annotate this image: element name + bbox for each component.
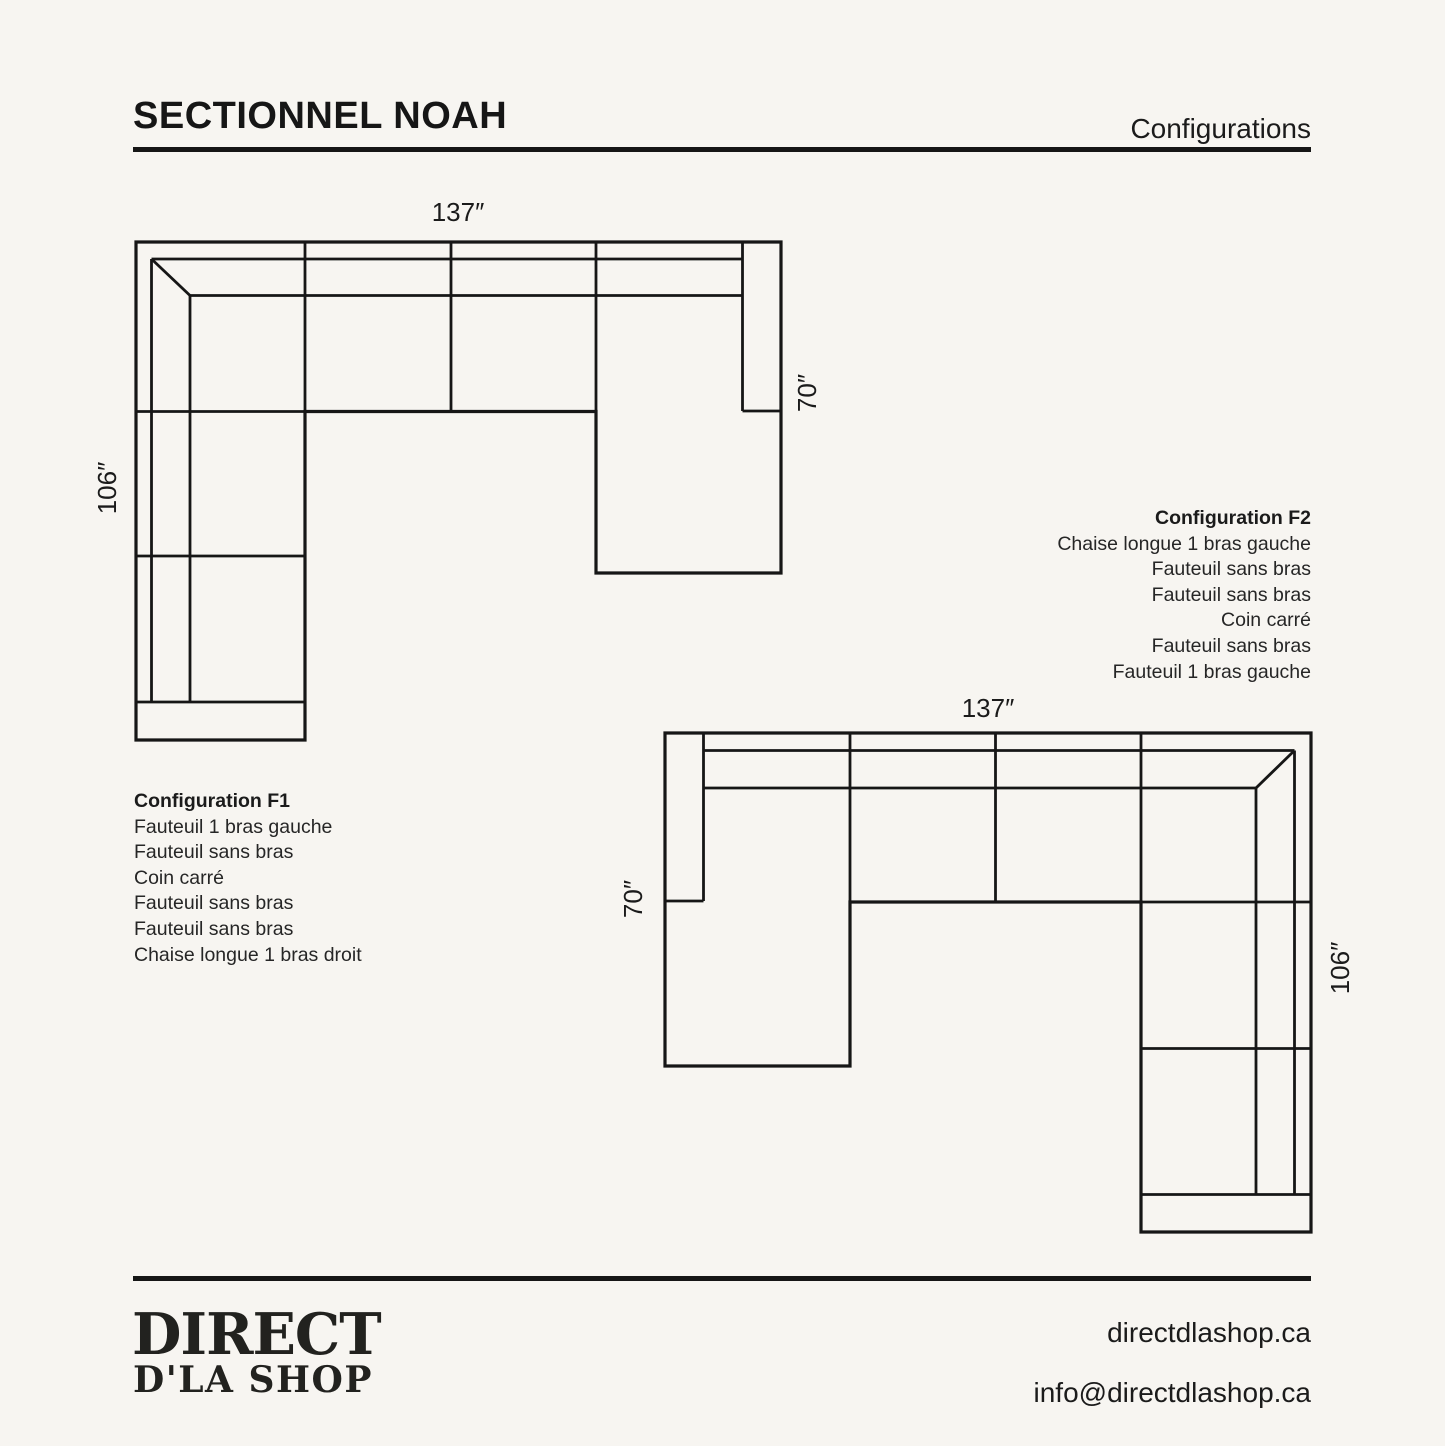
- config-f1-item: Fauteuil sans bras: [134, 841, 294, 864]
- config-f2-list: [1057, 506, 1311, 685]
- f1-side-dimension: 106″: [92, 461, 122, 515]
- brand-logo-line2: D'LA SHOP: [133, 1359, 373, 1401]
- f1-arm-dimension: 70″: [792, 373, 822, 413]
- config-f1-title: Configuration F1: [134, 790, 290, 812]
- f1-outer-boundary: [136, 242, 781, 740]
- config-f1-item: Chaise longue 1 bras droit: [134, 943, 362, 966]
- config-f2-item: Chaise longue 1 bras gauche: [1057, 532, 1311, 555]
- contact-email: info@directdlashop.ca: [1033, 1377, 1311, 1408]
- config-f2-title: Configuration F2: [1155, 507, 1311, 529]
- f1-corner-miter: [152, 259, 191, 296]
- config-f1-item: Fauteuil 1 bras gauche: [134, 815, 333, 838]
- config-f2-drawing: [618, 693, 1355, 1232]
- config-f2-item: Fauteuil sans bras: [1151, 558, 1311, 581]
- page-subtitle: Configurations: [1130, 113, 1311, 144]
- config-f2-item: Coin carré: [1221, 609, 1311, 632]
- config-f1-item: Fauteuil sans bras: [134, 917, 294, 940]
- f2-outer-boundary: [665, 733, 1311, 1232]
- f2-width-dimension: 137″: [961, 693, 1015, 723]
- f1-width-dimension: 137″: [431, 197, 485, 227]
- config-f1-list: [134, 789, 362, 968]
- config-f2-item: Fauteuil 1 bras gauche: [1112, 660, 1311, 683]
- footer-rule: [133, 1276, 1311, 1281]
- brand-logo-line1: DIRECT: [132, 1301, 381, 1368]
- config-f2-item: Fauteuil sans bras: [1151, 634, 1311, 657]
- f2-side-dimension: 106″: [1325, 941, 1355, 995]
- website-url: directdlashop.ca: [1107, 1317, 1311, 1348]
- f2-arm-dimension: 70″: [618, 879, 648, 919]
- f2-corner-miter: [1256, 751, 1295, 789]
- page-title: SECTIONNEL NOAH: [133, 95, 508, 137]
- config-f1-item: Coin carré: [134, 866, 224, 889]
- config-f2-item: Fauteuil sans bras: [1151, 583, 1311, 606]
- config-f1-item: Fauteuil sans bras: [134, 892, 294, 915]
- config-f1-drawing: [92, 197, 822, 740]
